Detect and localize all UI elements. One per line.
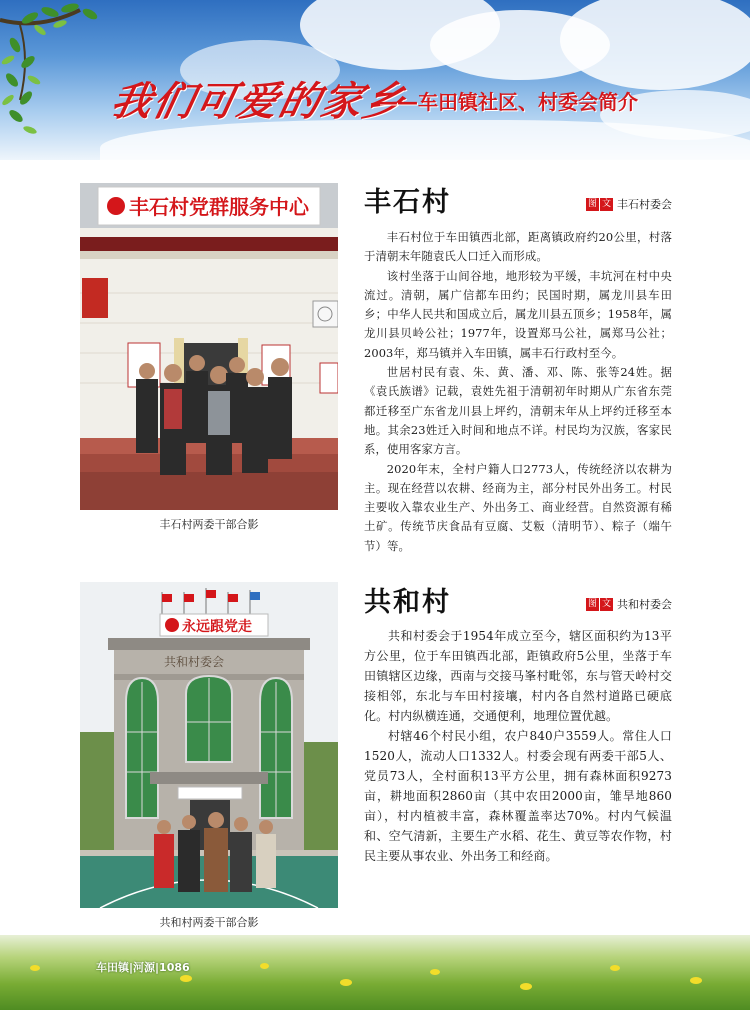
flower (180, 975, 192, 982)
section-credit (586, 196, 672, 212)
credit-author: 丰石村委会 (617, 198, 672, 211)
section-title: 丰石村 (364, 187, 451, 218)
flower (520, 983, 532, 990)
credit-tag-photo: 图 (587, 198, 597, 209)
photo-caption: 共和村两委干部合影 (159, 916, 259, 929)
photo-sign-text: 共和村委会 (164, 655, 225, 669)
flower (340, 979, 352, 986)
credit-author: 共和村委会 (617, 598, 672, 611)
section-body (364, 228, 672, 556)
paragraph: 丰石村位于车田镇西北部，距离镇政府约20公里，村落于清朝末年随袁氏人口迁入而形成。 (364, 230, 672, 264)
paragraph: 村辖46个村民小组，农户840户3559人。常住人口1520人，流动人口1332人。村委会现有两委干部5人、党员73人，全村面积13平方公里，拥有森林面积9273亩，耕地面积2860亩（其中农田2000亩，雏旱地860亩），村内植被丰富，森林覆盖率达70%。村内气候温和、空气清新，主要生产水稻、花生、黄豆等农作物，村民主要从事农业、外出务工和经商。 (364, 729, 672, 863)
paragraph: 2020年末，全村户籍人口2773人，传统经济以农耕为主。现在经营以农耕、经商为主，部分村民外出务工。村民主要收入靠农业生产、外出务工、商业经营。自然资源有稀土矿。传统节庆食品有豆腐、艾粄（清明节）、粽子（端午节）等。 (364, 461, 672, 553)
paragraph: 该村坐落于山间谷地，地形较为平缓，丰坑河在村中央流过。清朝，属广信都车田约；民国时期，属龙川县车田乡；中华人民共和国成立后，属龙川县五顶乡；1958年，属龙川县贝岭公社；1977年，设置郑马公社，属郑马公社；2003年，郑马镇并入车田镇，属丰石行政村至今。 (364, 268, 672, 360)
credit-tag-photo: 图 (587, 598, 597, 609)
flower (690, 977, 702, 984)
cloud (560, 0, 750, 90)
banner-subtitle: ——车田镇社区、村委会简介 (378, 90, 638, 114)
flower (260, 963, 269, 969)
flower (30, 965, 40, 971)
section-title: 共和村 (364, 587, 451, 618)
paragraph: 世居村民有袁、朱、黄、潘、邓、陈、张等24姓。据《袁氏族谱》记载，袁姓先祖于清朝初年时期从广东省东莞都迁移至广东省龙川县上坪约，清朝末年从上坪约迁移至本地。其余23姓迁入时间和地点不详。村民均为汉族，客家民系，使用客家方言。 (364, 365, 672, 457)
footer-field (0, 935, 750, 1010)
photo-caption: 丰石村两委干部合影 (159, 518, 259, 531)
header-banner (0, 0, 750, 160)
photo-sign-text: 永远跟党走 (182, 619, 252, 635)
photo-sign-text: 丰石村党群服务中心 (129, 195, 309, 219)
section-body (364, 626, 672, 866)
page-number: 车田镇|河源|1086 (96, 961, 190, 974)
fengshi-village-photo (80, 183, 338, 510)
flower (430, 969, 440, 975)
credit-tag-text: 文 (601, 598, 611, 609)
banner-title: 我们可爱的家乡 (106, 78, 411, 125)
section-credit (586, 596, 672, 612)
gonghe-village-photo (80, 582, 338, 908)
credit-tag-text: 文 (601, 198, 611, 209)
flower (610, 965, 620, 971)
paragraph: 共和村委会于1954年成立至今，辖区面积约为13平方公里，位于车田镇西北部，距镇政府5公里，坐落于车田镇辖区边缘，西南与交接马峯村毗邻，东与管天岭村交接相邻，东北与车田村接壤，村内各自然村道路已硬底化。村内纵横连通，交通便利，地理位置优越。 (364, 629, 672, 723)
